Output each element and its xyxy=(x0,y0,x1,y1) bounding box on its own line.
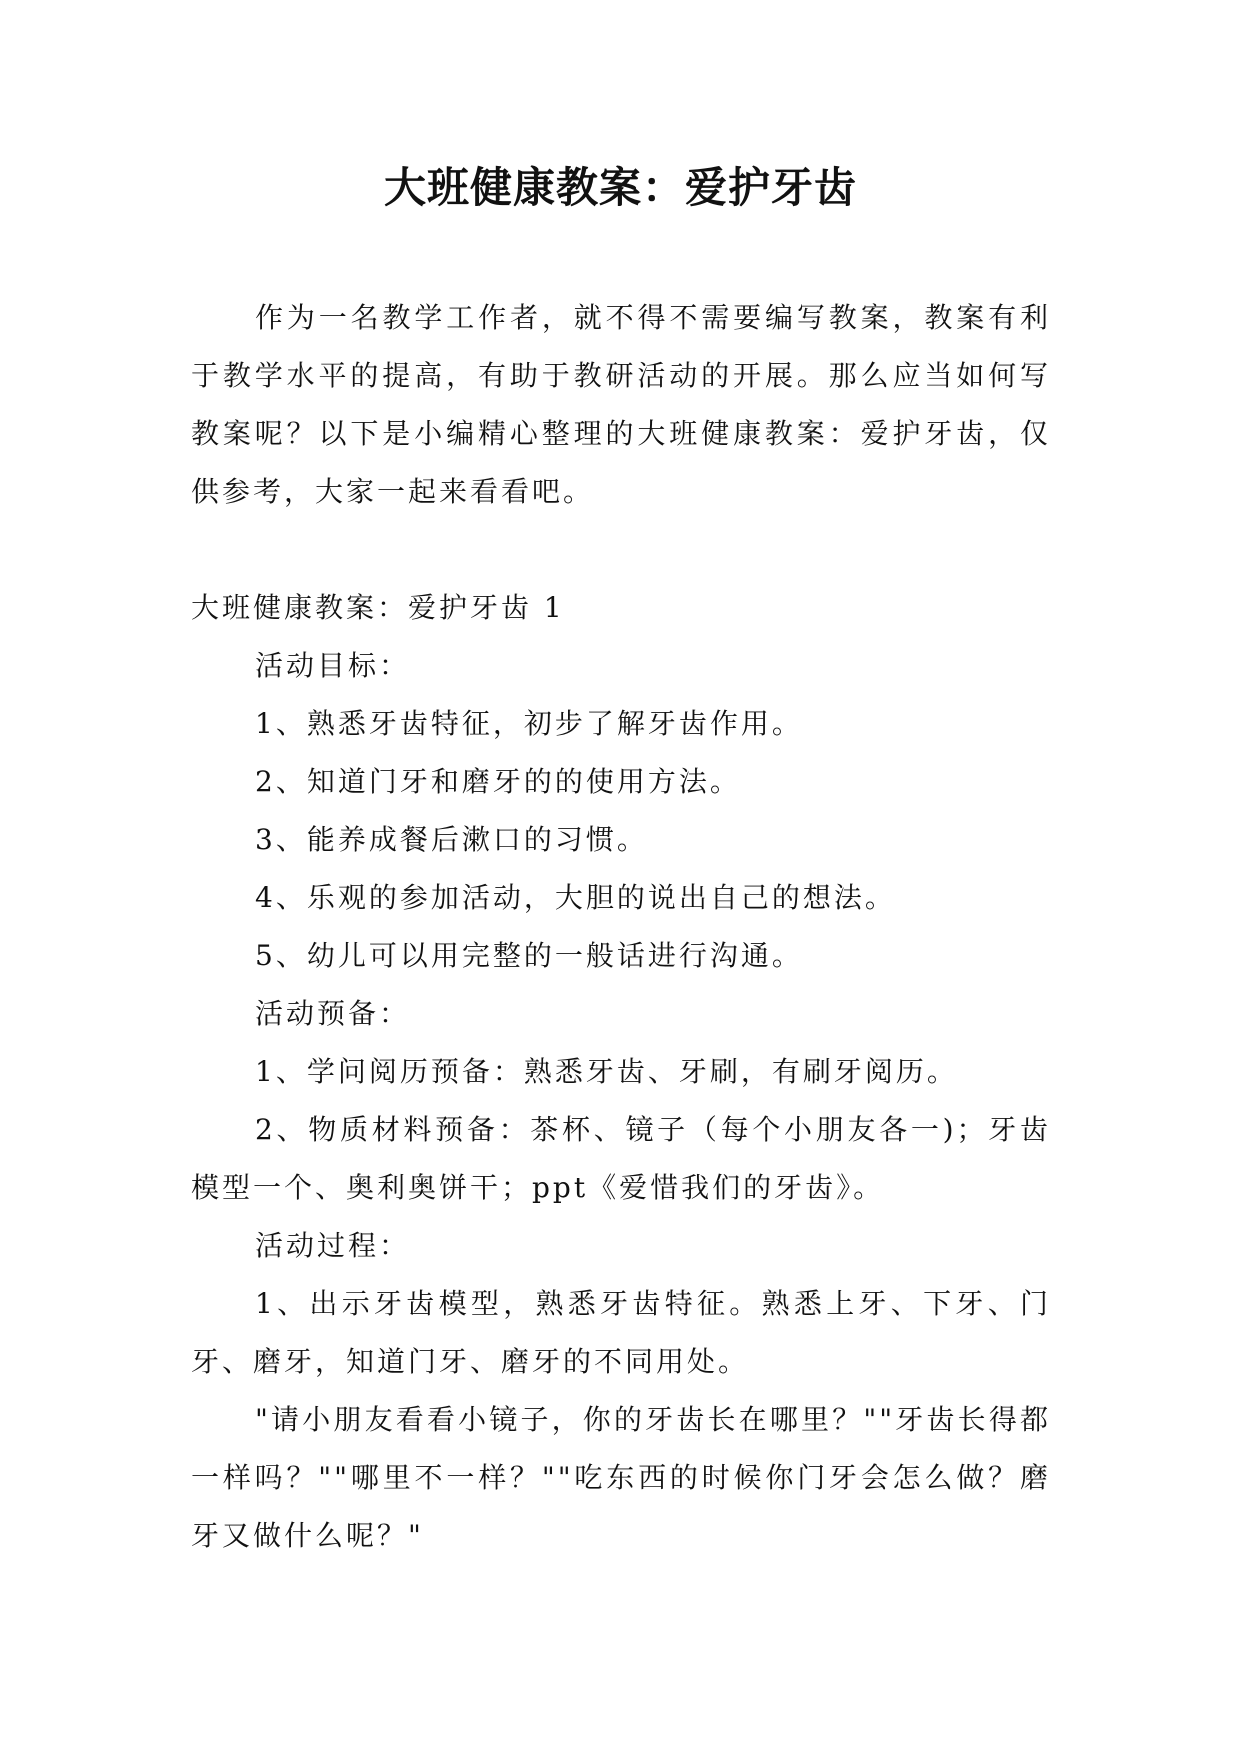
prep-item: 1、学问阅历预备：熟悉牙齿、牙刷，有刷牙阅历。 xyxy=(255,1055,958,1088)
goal-item: 1、熟悉牙齿特征，初步了解牙齿作用。 xyxy=(255,707,803,740)
process-item: "请小朋友看看小镜子，你的牙齿长在哪里？""牙齿长得都一样吗？""哪里不一样？""吃东西的时候你门牙会怎么做？磨牙又做什么呢？" xyxy=(191,1403,1051,1552)
document-title: 大班健康教案：爱护牙齿 xyxy=(383,163,857,212)
process-item: 1、出示牙齿模型，熟悉牙齿特征。熟悉上牙、下牙、门牙、磨牙，知道门牙、磨牙的不同用处。 xyxy=(191,1287,1051,1378)
section-heading: 大班健康教案：爱护牙齿 1 xyxy=(191,591,565,624)
goal-item: 2、知道门牙和磨牙的的使用方法。 xyxy=(255,765,741,798)
goal-item: 5、幼儿可以用完整的一般话进行沟通。 xyxy=(255,939,803,972)
intro-paragraph: 作为一名教学工作者，就不得不需要编写教案，教案有利于教学水平的提高，有助于教研活动的开展。那么应当如何写教案呢？以下是小编精心整理的大班健康教案：爱护牙齿，仅供参考，大家一起来看看吧。 xyxy=(191,301,1051,508)
goal-item: 3、能养成餐后漱口的习惯。 xyxy=(255,823,648,856)
intro-block xyxy=(191,289,1051,521)
section-1 xyxy=(191,579,1051,1565)
goal-item: 4、乐观的参加活动，大胆的说出自己的想法。 xyxy=(255,881,896,914)
prep-item: 2、物质材料预备：茶杯、镜子（每个小朋友各一)；牙齿模型一个、奥利奥饼干；ppt《爱惜我们的牙齿》。 xyxy=(191,1113,1051,1204)
goals-label: 活动目标： xyxy=(255,649,411,682)
prep-label: 活动预备： xyxy=(255,997,411,1030)
process-label: 活动过程： xyxy=(255,1229,411,1262)
